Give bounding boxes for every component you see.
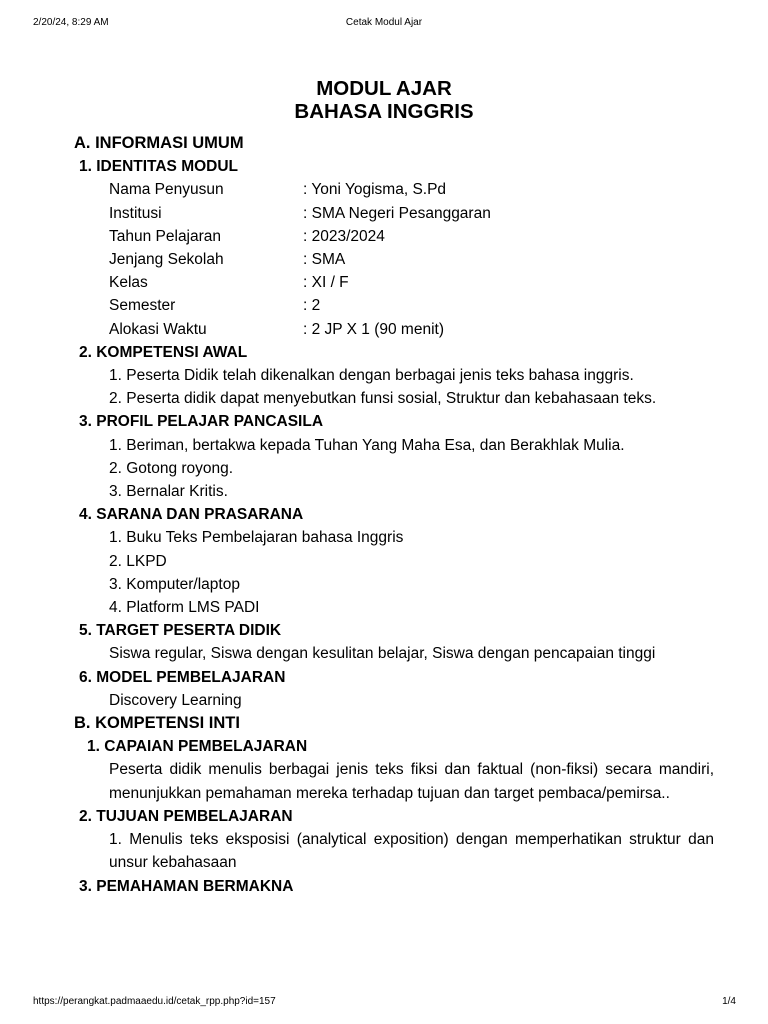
section-b-heading: B. KOMPETENSI INTI xyxy=(74,714,240,733)
identitas-value: : Yoni Yogisma, S.Pd xyxy=(303,181,447,199)
tujuan-text: 1. Menulis teks eksposisi (analytical exposition) dengan memperhatikan struktur dan unsur kebahasaan xyxy=(109,831,714,872)
title-line-2: BAHASA INGGRIS xyxy=(294,99,474,123)
identitas-label: Jenjang Sekolah xyxy=(109,251,224,269)
profil-pancasila-item: 2. Gotong royong. xyxy=(109,459,234,477)
sarana-item: 4. Platform LMS PADI xyxy=(109,599,260,617)
document-title xyxy=(0,78,768,123)
identitas-row xyxy=(0,294,768,317)
target-text: Siswa regular, Siswa dengan kesulitan belajar, Siswa dengan pencapaian tinggi xyxy=(109,645,656,663)
sarana-item: 1. Buku Teks Pembelajaran bahasa Inggris xyxy=(109,529,404,547)
identitas-label: Semester xyxy=(109,297,176,315)
sarana-list xyxy=(0,526,768,619)
identitas-table xyxy=(0,178,768,340)
identitas-row xyxy=(0,318,768,341)
model-text: Discovery Learning xyxy=(109,691,242,709)
sarana-item: 3. Komputer/laptop xyxy=(109,575,240,593)
capaian-heading: 1. CAPAIAN PEMBELAJARAN xyxy=(87,738,308,756)
title-line-1: MODUL AJAR xyxy=(316,77,452,100)
kompetensi-awal-item: 1. Peserta Didik telah dikenalkan dengan berbagai jenis teks bahasa inggris. xyxy=(109,367,634,385)
tujuan-heading: 2. TUJUAN PEMBELAJARAN xyxy=(79,807,293,825)
identitas-value: : SMA xyxy=(303,251,346,269)
profil-pancasila-item: 1. Beriman, bertakwa kepada Tuhan Yang Maha Esa, dan Berakhlak Mulia. xyxy=(109,436,625,454)
identitas-label: Kelas xyxy=(109,274,148,292)
print-page-number: 1/4 xyxy=(722,996,736,1007)
identitas-row xyxy=(0,202,768,225)
identitas-heading: 1. IDENTITAS MODUL xyxy=(79,158,239,176)
sarana-heading: 4. SARANA DAN PRASARANA xyxy=(79,506,304,524)
profil-pancasila-heading: 3. PROFIL PELAJAR PANCASILA xyxy=(79,413,324,431)
identitas-value: : 2 xyxy=(303,297,321,315)
section-a-heading: A. INFORMASI UMUM xyxy=(74,134,244,152)
kompetensi-awal-heading: 2. KOMPETENSI AWAL xyxy=(79,343,248,361)
capaian-text: Peserta didik menulis berbagai jenis teks fiksi dan faktual (non-fiksi) secara mandiri, menunjukkan pemahaman mereka terhadap tujuan dan target pembaca/pemirsa.. xyxy=(109,761,714,802)
sarana-item: 2. LKPD xyxy=(109,552,167,570)
print-header xyxy=(0,16,768,30)
print-url: https://perangkat.padmaaedu.id/cetak_rpp.php?id=157 xyxy=(33,996,276,1007)
print-page-title: Cetak Modul Ajar xyxy=(345,17,423,28)
profil-pancasila-item: 3. Bernalar Kritis. xyxy=(109,483,228,501)
identitas-label: Nama Penyusun xyxy=(109,181,224,199)
identitas-value: : XI / F xyxy=(303,274,349,292)
identitas-value: : SMA Negeri Pesanggaran xyxy=(303,204,491,222)
document-body xyxy=(0,132,768,898)
identitas-row xyxy=(0,248,768,271)
identitas-row xyxy=(0,271,768,294)
identitas-label: Alokasi Waktu xyxy=(109,320,207,338)
identitas-row xyxy=(0,178,768,201)
identitas-label: Institusi xyxy=(109,204,162,222)
print-datetime: 2/20/24, 8:29 AM xyxy=(33,17,109,28)
pemahaman-heading: 3. PEMAHAMAN BERMAKNA xyxy=(79,877,294,895)
profil-pancasila-list xyxy=(0,434,768,504)
kompetensi-awal-list xyxy=(0,364,768,410)
print-footer xyxy=(0,995,768,1009)
identitas-row xyxy=(0,225,768,248)
kompetensi-awal-item: 2. Peserta didik dapat menyebutkan funsi sosial, Struktur dan kebahasaan teks. xyxy=(109,390,657,408)
model-heading: 6. MODEL PEMBELAJARAN xyxy=(79,668,286,686)
identitas-value: : 2023/2024 xyxy=(303,227,385,245)
identitas-label: Tahun Pelajaran xyxy=(109,227,222,245)
identitas-value: : 2 JP X 1 (90 menit) xyxy=(303,320,444,338)
target-heading: 5. TARGET PESERTA DIDIK xyxy=(79,622,282,640)
